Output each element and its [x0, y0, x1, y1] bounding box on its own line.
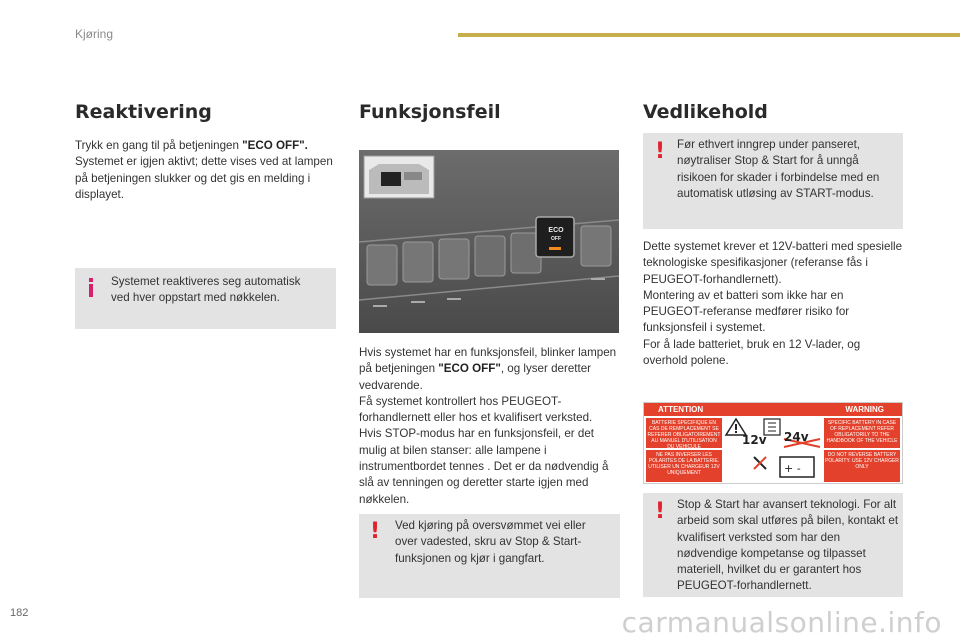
battery-warning-sticker [643, 402, 903, 484]
vedlikehold-title: Vedlikehold [643, 101, 768, 123]
warning-box-text: Stop & Start har avansert teknologi. For alt arbeid som skal utføres på bilen, kontakt et kvalifisert verksted som har den nødvendige kompetanse og tilpasset materiell, hvilket du er garantert hos PEUGEOT-forhandlernett. [677, 498, 899, 593]
warning-box-text: Ved kjøring på oversvømmet vei eller over vadested, skru av Stop & Start-funksjonen og kjør i gangfart. [395, 519, 586, 565]
warning-box-flooded-road [359, 514, 620, 598]
warning-box-advanced-tech [643, 493, 903, 597]
sticker-right-bottom: DO NOT REVERSE BATTERY POLARITY. USE 12V CHARGER ONLY [824, 450, 900, 482]
sticker-left-bottom: NE PAS INVERSER LES POLARITES DE LA BATTERIE. UTILISER UN CHARGEUR 12V UNIQUEMENT [646, 450, 722, 482]
reaktivering-paragraph: Trykk en gang til på betjeningen "ECO OFF". Systemet er igjen aktivt; dette vises ved at lampen på betjeningen slukker og det gis en melding i displayet. [75, 139, 333, 201]
sticker-24v: 24v [784, 430, 809, 444]
sticker-header: ATTENTION WARNING [644, 403, 902, 416]
section-label: Kjøring [75, 27, 114, 41]
info-icon [89, 278, 93, 297]
vedlikehold-paragraph: Dette systemet krever et 12V-batteri med spesielle teknologiske spesifikasjoner (referanse fås i PEUGEOT-forhandlernett). Montering av et batteri som ikke har en PEUGEOT-referanse medfører risiko for funksjonsfeil i systemet. For å lade batteriet, bruk en 12 V-lader, og overhold polene. [643, 240, 903, 368]
eco-off-label: ECO OFF [548, 227, 564, 242]
reaktivering-title: Reaktivering [75, 101, 212, 123]
dashboard-switch-panel [359, 150, 619, 333]
page-number: 182 [10, 607, 29, 619]
battery-pictograms [724, 417, 824, 483]
svg-text:+ -: + - [784, 462, 801, 475]
eco-off-button-illustration [359, 150, 619, 333]
info-box-text: Systemet reaktiveres seg automatisk ved hver oppstart med nøkkelen. [111, 275, 301, 305]
sticker-left-top: BATTERIE SPECIFIQUE EN CAS DE REMPLACEMENT SE REFERER OBLIGATOIREMENT AU MANUEL D'UTILISATION DU VEHICULE [647, 420, 721, 450]
info-box [75, 268, 336, 329]
warning-box-hood [643, 133, 903, 229]
warning-icon: ! [655, 499, 666, 524]
warning-box-text: Før ethvert inngrep under panseret, nøytraliser Stop & Start for å unngå risikoen for skader i forbindelse med en automatisk utløsing av START-modus. [677, 138, 880, 200]
funksjonsfeil-title: Funksjonsfeil [359, 101, 501, 123]
warning-icon: ! [370, 519, 381, 544]
sticker-12v: 12v [742, 433, 767, 447]
header-accent-bar [458, 33, 960, 37]
warning-icon: ! [655, 139, 666, 164]
watermark: carmanualsonline.info [621, 606, 942, 639]
funksjonsfeil-paragraph: Hvis systemet har en funksjonsfeil, blinker lampen på betjeningen "ECO OFF", og lyser deretter vedvarende. Få systemet kontrollert hos PEUGEOT-forhandlernett eller hos et kvalifisert verksted. Hvis STOP-modus har en funksjonsfeil, er det mulig at bilen stanser: alle lampene i instrumentbordet tennes . Det er da nødvendig å slå av tenningen og deretter starte igjen med nøkkelen. [359, 346, 617, 506]
sticker-right-top: SPECIFIC BATTERY IN CASE OF REPLACEMENT REFER OBLIGATORILY TO THE HANDBOOK OF THE VEHICLE [824, 418, 900, 448]
